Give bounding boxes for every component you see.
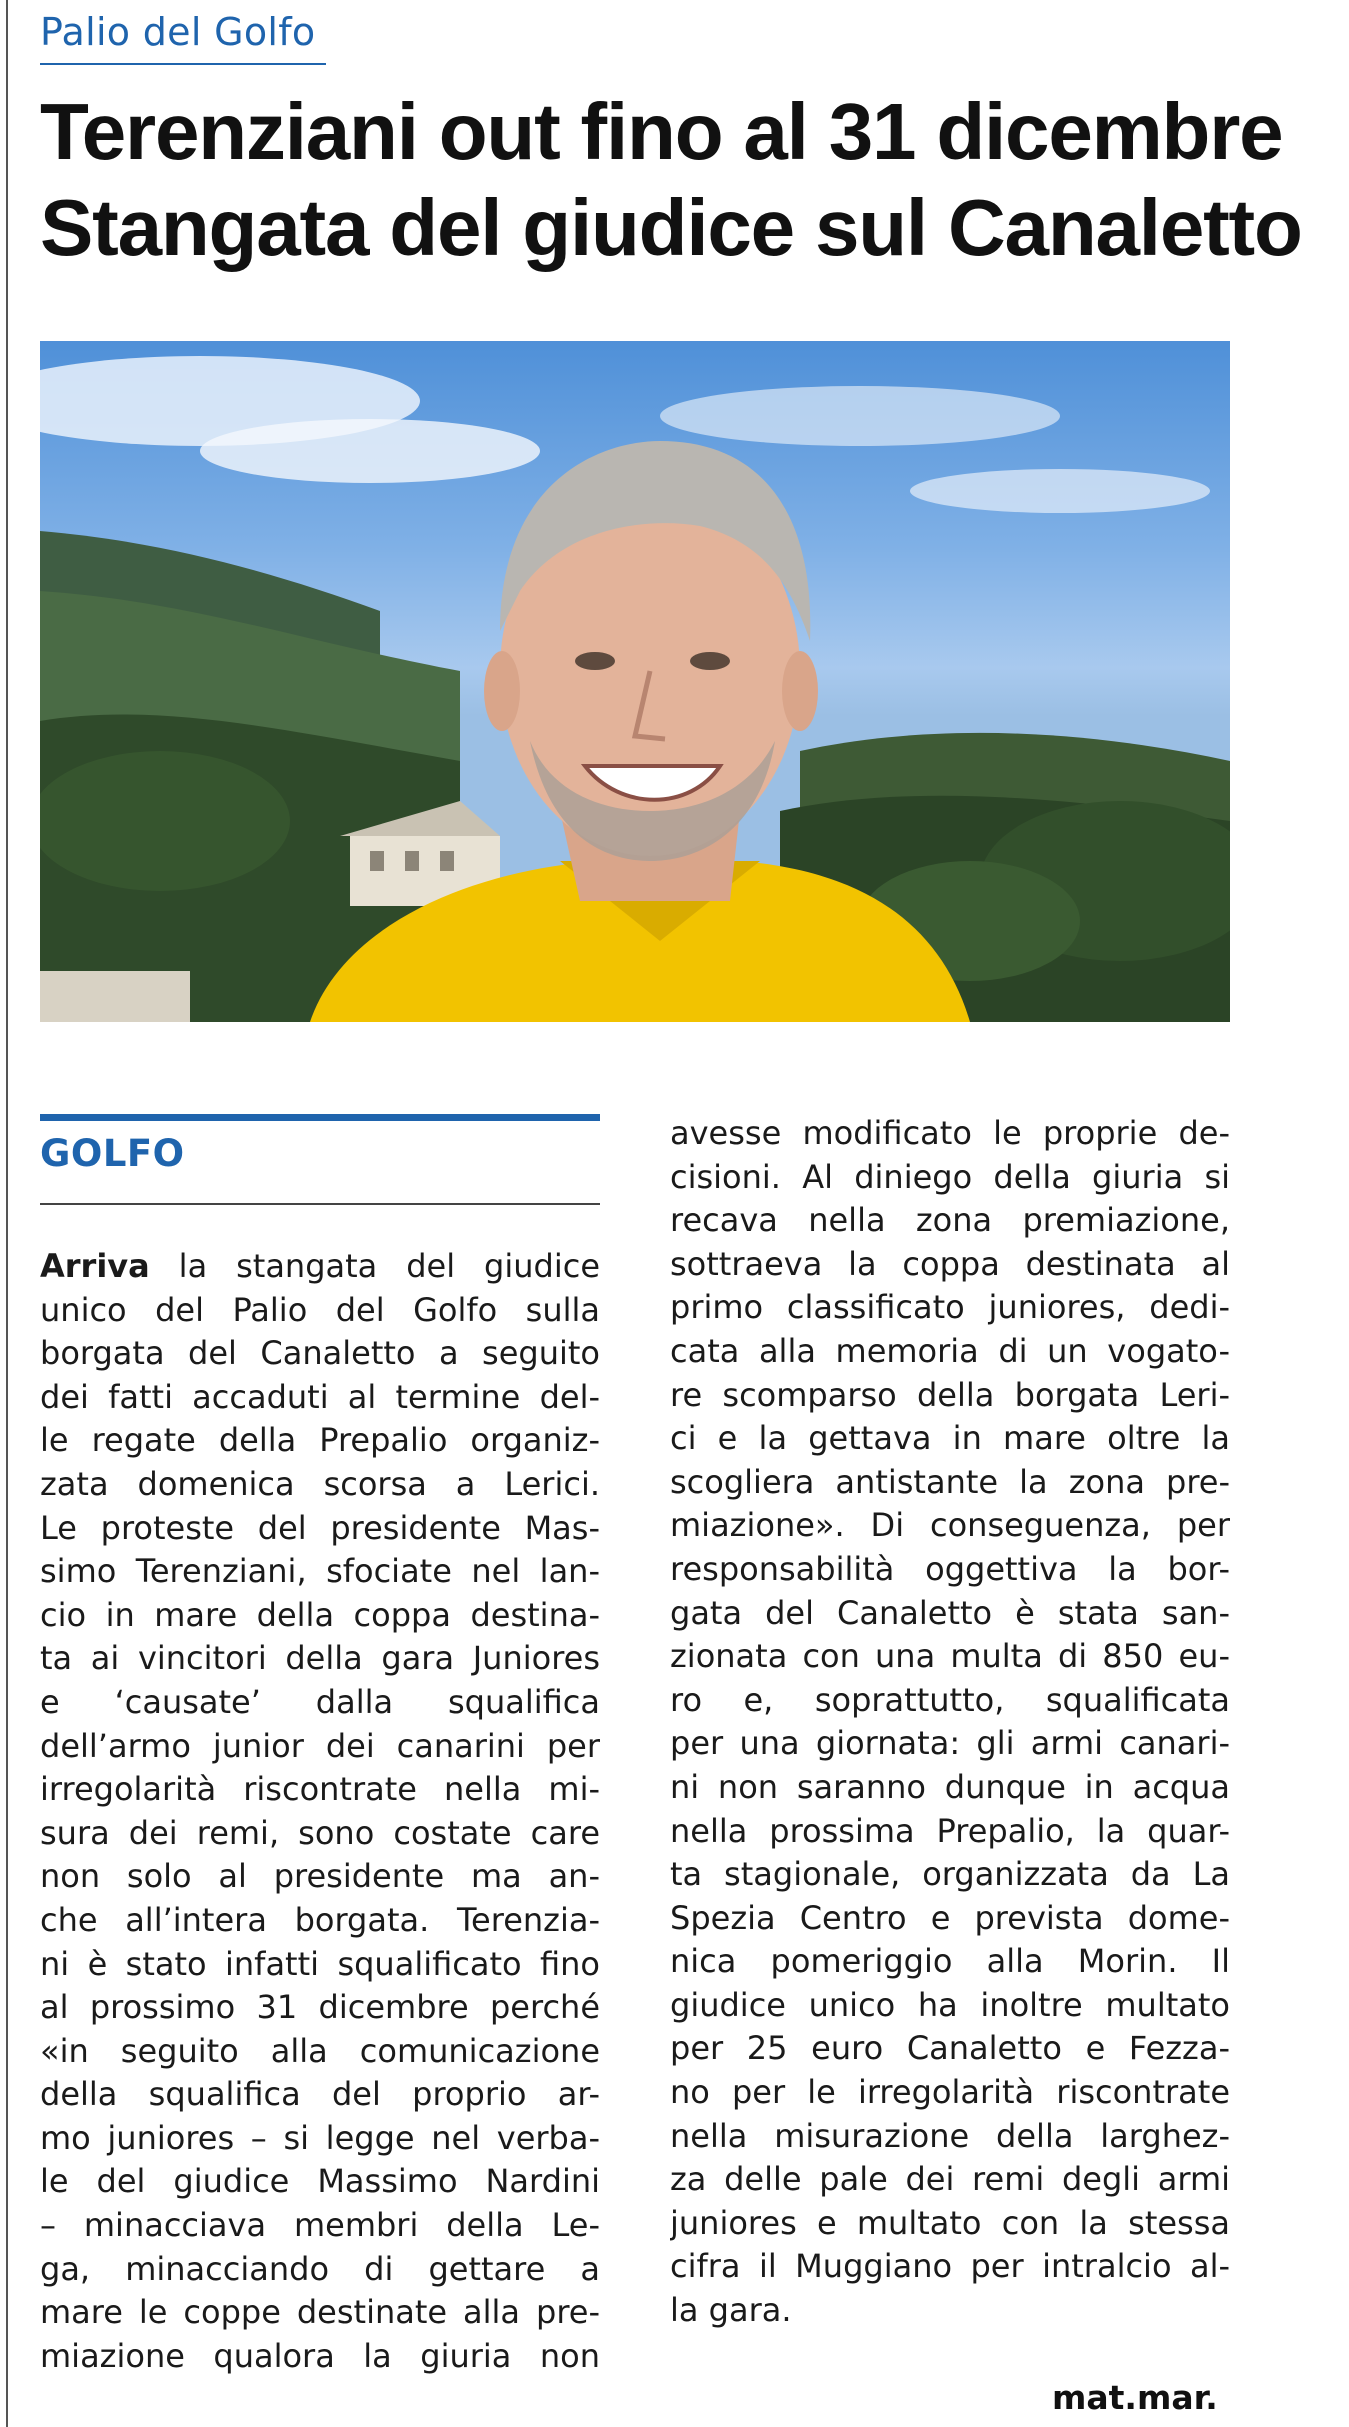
portrait-illustration (40, 341, 1230, 1022)
body-line: nella prossima Prepalio, la quar- (670, 1811, 1230, 1850)
body-line: Spezia Centro e prevista dome- (670, 1898, 1230, 1937)
body-line: giudice unico ha inoltre multato (670, 1985, 1230, 2024)
body-line: miazione qualora la giuria non (40, 2336, 600, 2375)
body-line: che all’intera borgata. Terenzia- (40, 1900, 600, 1939)
body-line: ga, minacciando di gettare a (40, 2249, 600, 2288)
body-line: primo classificato juniores, dedi- (670, 1288, 1230, 1327)
page-left-rule (6, 0, 8, 2427)
body-line (40, 1245, 600, 1289)
body-line: zionata con una multa di 850 eu- (670, 1637, 1230, 1676)
body-line: recava nella zona premiazione, (670, 1201, 1230, 1240)
body-line: re scomparso della borgata Leri- (670, 1375, 1230, 1414)
body-line: unico del Palio del Golfo sulla (40, 1290, 600, 1329)
body-line: no per le irregolarità riscontrate (670, 2073, 1230, 2112)
body-line: cifra il Muggiano per intralcio al- (670, 2247, 1230, 2286)
section-label[interactable]: Palio del Golfo (40, 10, 316, 54)
body-line: ta stagionale, organizzata da La (670, 1855, 1230, 1894)
body-line: avesse modificato le proprie de- (670, 1114, 1230, 1152)
body-line: cata alla memoria di un vogato- (670, 1331, 1230, 1370)
body-line: e ‘causate’ dalla squalifica (40, 1682, 600, 1721)
body-line: Le proteste del presidente Mas- (40, 1508, 600, 1547)
body-line: la gara. (670, 2291, 792, 2330)
body-line: al prossimo 31 dicembre perché (40, 1988, 600, 2027)
body-line: simo Terenziani, sfociate nel lan- (40, 1552, 600, 1591)
body-line: nica pomeriggio alla Morin. Il (670, 1942, 1230, 1981)
body-line: ta ai vincitori della gara Juniores (40, 1639, 600, 1678)
byline: mat.mar. (1052, 2378, 1218, 2417)
body-line: «in seguito alla comunicazione (40, 2031, 600, 2070)
body-line: sura dei remi, sono costate care (40, 1813, 600, 1852)
body-line-text: la stangata del giudice (149, 1247, 600, 1285)
body-line: miazione». Di conseguenza, per (670, 1506, 1230, 1545)
body-line: per una giornata: gli armi canari- (670, 1724, 1230, 1763)
headline-line-2: Stangata del giudice sul Canaletto (40, 183, 1302, 272)
article-photo (40, 341, 1230, 1022)
body-line: ni è stato infatti squalificato fino (40, 1944, 600, 1983)
body-line: sottraeva la coppa destinata al (670, 1244, 1230, 1283)
body-line: per 25 euro Canaletto e Fezza- (670, 2029, 1230, 2068)
body-line: nella misurazione della larghez- (670, 2116, 1230, 2155)
body-line: mare le coppe destinate alla pre- (40, 2293, 600, 2332)
kicker: GOLFO (40, 1132, 185, 1175)
body-line: – minacciava membri della Le- (40, 2206, 600, 2245)
section-underline (40, 63, 326, 65)
body-line: borgata del Canaletto a seguito (40, 1334, 600, 1373)
article-column-2 (670, 1112, 1230, 2333)
body-line: ci e la gettava in mare oltre la (670, 1419, 1230, 1458)
body-line: gata del Canaletto è stata san- (670, 1593, 1230, 1632)
headline (40, 84, 1302, 276)
body-line: zata domenica scorsa a Lerici. (40, 1464, 600, 1503)
article-column-1 (40, 1245, 600, 2378)
body-line: cio in mare della coppa destina- (40, 1595, 600, 1634)
body-line: dei fatti accaduti al termine del- (40, 1377, 600, 1416)
body-line: ro e, soprattutto, squalificata (670, 1680, 1230, 1719)
column-thin-rule (40, 1203, 600, 1205)
body-line: ni non saranno dunque in acqua (670, 1767, 1230, 1806)
body-line: mo juniores – si legge nel verba- (40, 2118, 600, 2157)
body-line: scogliera antistante la zona pre- (670, 1462, 1230, 1501)
body-line: responsabilità oggettiva la bor- (670, 1549, 1230, 1588)
body-line: della squalifica del proprio ar- (40, 2075, 600, 2114)
body-line: irregolarità riscontrate nella mi- (40, 1770, 600, 1809)
lead-word: Arriva (40, 1247, 150, 1285)
body-line: le del giudice Massimo Nardini (40, 2162, 600, 2201)
body-line: non solo al presidente ma an- (40, 1857, 600, 1896)
body-line: za delle pale dei remi degli armi (670, 2160, 1230, 2199)
body-line: cisioni. Al diniego della giuria si (670, 1157, 1230, 1196)
body-line: le regate della Prepalio organiz- (40, 1421, 600, 1460)
body-line: juniores e multato con la stessa (670, 2203, 1230, 2242)
headline-line-1: Terenziani out fino al 31 dicembre (40, 87, 1283, 176)
body-line: dell’armo junior dei canarini per (40, 1726, 600, 1765)
column-top-rule (40, 1114, 600, 1121)
